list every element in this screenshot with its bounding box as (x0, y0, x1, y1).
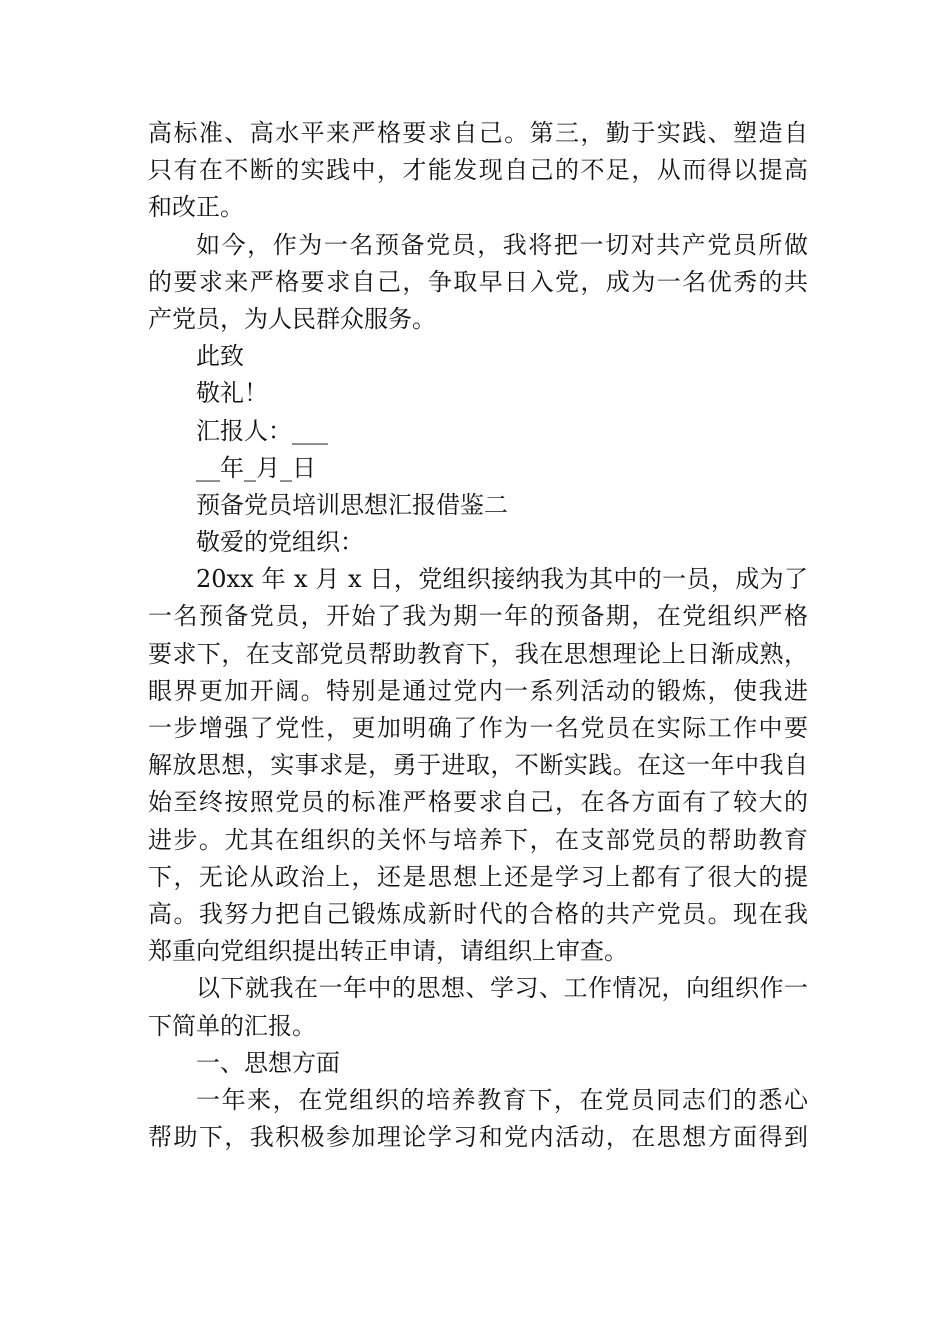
text-line: 一步增强了党性，更加明确了作为一名党员在实际工作中要 (148, 714, 808, 742)
text-line: 郑重向党组织提出转正申请，请组织上审查。 (148, 937, 628, 966)
text-line: 预备党员培训思想汇报借鉴二 (196, 490, 508, 519)
text-line: 敬爱的党组织： (196, 528, 364, 557)
text-line: 只有在不断的实践中，才能发现自己的不足，从而得以提高 (148, 156, 808, 185)
text-line: 进步。尤其在组织的关怀与培养下，在支部党员的帮助教育 (148, 825, 808, 854)
text-line: __年_月_日 (196, 453, 316, 482)
text-line: 下，无论从政治上，还是思想上还是学习上都有了很大的提 (148, 862, 808, 891)
text-line: 高。我努力把自己锻炼成新时代的合格的共产党员。现在我 (148, 899, 808, 928)
text-line: 高标准、高水平来严格要求自己。第三，勤于实践、塑造自 (148, 119, 808, 147)
text-line: 一年来，在党组织的培养教育下，在党员同志们的悉心 (196, 1085, 808, 1114)
text-line: 产党员，为人民群众服务。 (148, 304, 436, 333)
text-line: 和改正。 (148, 193, 244, 222)
text-line: 帮助下，我积极参加理论学习和党内活动，在思想方面得到 (148, 1123, 808, 1152)
text-line: 下简单的汇报。 (148, 1011, 316, 1040)
text-line: 始至终按照党员的标准严格要求自己，在各方面有了较大的 (148, 788, 808, 817)
text-line: 的要求来严格要求自己，争取早日入党，成为一名优秀的共 (148, 267, 808, 296)
text-line: 以下就我在一年中的思想、学习、工作情况，向组织作一 (196, 974, 808, 1003)
text-line: 汇报人：___ (196, 416, 328, 445)
text-line: 眼界更加开阔。特别是通过党内一系列活动的锻炼，使我进 (148, 676, 808, 705)
text-line: 一、思想方面 (196, 1048, 340, 1077)
text-line: 一名预备党员，开始了我为期一年的预备期，在党组织严格 (148, 602, 808, 631)
document-body (148, 115, 808, 1156)
text-line: 如今，作为一名预备党员，我将把一切对共产党员所做 (196, 230, 808, 259)
text-line: 此致 (196, 342, 244, 371)
text-line: 敬礼！ (196, 379, 268, 408)
text-line: 解放思想，实事求是，勇于进取，不断实践。在这一年中我自 (148, 751, 808, 780)
text-line: 20xx 年 x 月 x 日，党组织接纳我为其中的一员，成为了 (196, 565, 808, 594)
text-line: 要求下，在支部党员帮助教育下，我在思想理论上日渐成熟， (148, 639, 808, 668)
